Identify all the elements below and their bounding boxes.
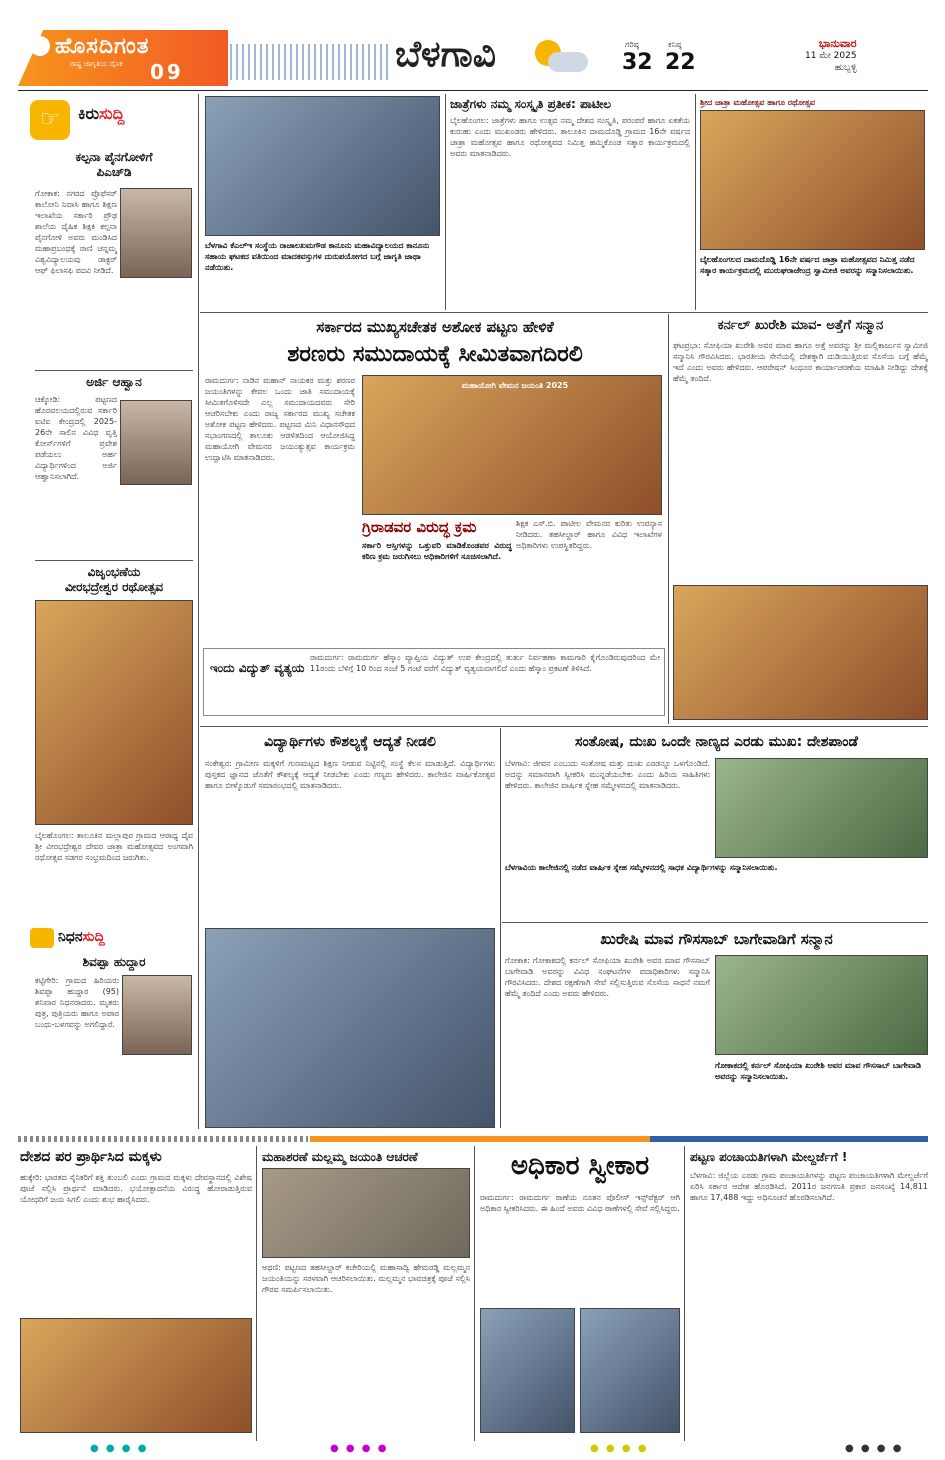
group-photo [262, 1168, 470, 1258]
divider [500, 728, 501, 1128]
min-temp: 22 [665, 50, 696, 75]
page-number: 09 [150, 60, 184, 84]
college-event-photo [205, 928, 495, 1128]
photo-caption: ಬೈಲಹೊಂಗಲದ ದಾಮದೊಡ್ಡಿ 16ನೇ ವರ್ಷದ ಜಾತ್ರಾ ಮಹೋತ್ಸವದ ನಿಮಿತ್ತ ನಡೆದ ಸತ್ಕಾರ ಕಾರ್ಯಕ್ರಮದಲ್ಲಿ ಮುರುಘರಾಜೇಂದ್ರ ಸ್ವಾಮೀಜಿ ಅವರನ್ನು ಸನ್ಮಾನಿಸಲಾಯಿತು. [700, 255, 915, 275]
edition: ಹುಬ್ಬಳ್ಳಿ [834, 63, 857, 73]
photo-caption: ಗೋಕಾಕದಲ್ಲಿ ಕರ್ನಲ್ ಸೋಫಿಯಾ ಖುರೇಶಿ ಅವರ ಮಾವ ಗೌಸಸಾಬ್ ಬಾಗೇವಾಡಿ ಅವರನ್ನು ಸನ್ಮಾನಿಸಲಾಯಿತು. [715, 1061, 921, 1081]
hand-icon: ☞ [30, 100, 70, 140]
divider [502, 922, 928, 923]
felicitation-photo [673, 585, 928, 720]
day-name: ಭಾನುವಾರ [818, 37, 857, 50]
photo-banner: ಮಹಾಯೋಗಿ ವೇಮನ ಜಯಂತಿ 2025 [461, 381, 569, 390]
obituary-text: ಕಟ್ಟಿಗೇರಿ: ಗ್ರಾಮದ ಹಿರಿಯರು ಶಿವಪ್ಪಾ ಹುದ್ದಾರ (95) ಶನಿವಾರ ನಿಧನರಾದರು. ಮೃತರು ಪುತ್ರ, ಪುತ್ರಿಯರು ಹಾಗೂ ಅಪಾರ ಬಂಧು-ಬಳಗವನ್ನು ಅಗಲಿದ್ದಾರೆ. [35, 976, 119, 1029]
story-text: ಬೆಳಗಾವಿ: ಜಿಲ್ಲೆಯ ಎರಡು ಗ್ರಾಮ ಪಂಚಾಯತಿಗಳನ್ನು ಪಟ್ಟಣ ಪಂಚಾಯತಿಗಳಾಗಿ ಮೇಲ್ದರ್ಜೆಗೆ ಏರಿಸಿ ಸರ್ಕಾರ ಆದೇಶ ಹೊರಡಿಸಿದೆ. 2011ರ ಜನಗಣತಿ ಪ್ರಕಾರ ಜನಸಂಖ್ಯೆ 14,811 ಹಾಗೂ 17,488 ಇದ್ದು ಅಧಿಸೂಚನೆ ಹೊರಡಿಸಲಾಗಿದೆ. [690, 1171, 928, 1202]
story-text: ರಾಮದುರ್ಗ: ರಾಮದುರ್ಗ ಠಾಣೆಯ ನೂತನ ಪೊಲೀಸ್ ಇನ್ಸ್‌ಪೆಕ್ಟರ್ ಆಗಿ ಅಧಿಕಾರ ಸ್ವೀಕರಿಸಿದರು. ಈ ಹಿಂದೆ ಅವರು ವಿವಿಧ ಠಾಣೆಗಳಲ್ಲಿ ಸೇವೆ ಸಲ್ಲಿಸಿದ್ದರು. [480, 1193, 680, 1213]
stage-photo [715, 758, 928, 858]
divider [35, 370, 193, 371]
date-box [805, 38, 857, 74]
left-column-divider [198, 94, 199, 1129]
top-margin [0, 0, 945, 28]
divider [200, 726, 928, 727]
section-band [650, 1136, 928, 1142]
children-photo [20, 1318, 252, 1433]
inset-headline: ಗ್ರಿರಾಡವರ ವಿರುದ್ಧ ಕ್ರಮ [362, 518, 477, 536]
felicitation-photo [715, 955, 928, 1055]
photo-title: ಶ್ರೀದ ಜಾತ್ರಾ ಮಹೋತ್ಸವ ಹಾಗೂ ರಥೋತ್ಸವ [700, 98, 816, 107]
rally-photo [205, 96, 440, 236]
divider [474, 1146, 475, 1441]
registration-marks: ● ● ● ● [590, 1443, 649, 1454]
story-text: ಗೋಕಾಕ: ಗೋಕಾಕದಲ್ಲಿ ಕರ್ನಲ್ ಸೋಫಿಯಾ ಖುರೇಶಿ ಅವರ ಮಾವ ಗೌಸಸಾಬ್ ಬಾಗೇವಾಡಿ ಅವರನ್ನು ವಿವಿಧ ಸಂಘಟನೆಗಳ ಪದಾಧಿಕಾರಿಗಳು ಸನ್ಮಾನಿಸಿ ಗೌರವಿಸಿದರು. ದೇಶದ ರಕ್ಷಣೆಗಾಗಿ ಸೇವೆ ಸಲ್ಲಿಸುತ್ತಿರುವ ಸೊಸೆಯ ಸಾಧನೆ ನಮಗೆ ಹೆಮ್ಮೆ ತಂದಿದೆ ಎಂದು ಅವರು ಹೇಳಿದರು. [505, 956, 710, 998]
photo-caption: ಬೆಳಗಾವಿಯ ಕಾಲೇಜಿನಲ್ಲಿ ನಡೆದ ವಾರ್ಷಿಕ ಸ್ನೇಹ ಸಮ್ಮೇಳನದಲ್ಲಿ ಸಾಧಕ ವಿದ್ಯಾರ್ಥಿಗಳನ್ನು ಸನ್ಮಾನಿಸಲಾಯಿತು. [505, 863, 778, 872]
min-temp-label: ಕನಿಷ್ಠ [668, 40, 682, 49]
lamp-icon [30, 928, 54, 948]
story-headline: ಕರ್ನಲ್ ಖುರೇಶಿ ಮಾವ- ಅತ್ತೆಗೆ ಸನ್ಮಾನ [717, 318, 884, 333]
power-cut-text: ರಾಮದುರ್ಗ: ರಾಮದುರ್ಗ ಹೆಸ್ಕಾಂ ವ್ಯಾಪ್ತಿಯ ವಿದ್ಯುತ್ ಉಪ ಕೇಂದ್ರದಲ್ಲಿ ತುರ್ತು ನಿರ್ವಹಣಾ ಕಾಮಗಾರಿ ಕೈಗೊಂಡಿರುವುದರಿಂದ ಮೇ 11ರಂದು ಬೆಳಿಗ್ಗೆ 10 ರಿಂದ ಸಂಜೆ 5 ಗಂಟೆ ವರೆಗೆ ವಿದ್ಯುತ್ ವ್ಯತ್ಯಯವಾಗಲಿದೆ ಎಂದು ಹೆಸ್ಕಾಂ ಪ್ರಕಟಣೆ ತಿಳಿಸಿದೆ. [310, 653, 660, 673]
registration-marks: ● ● ● ● [330, 1443, 389, 1454]
story-text: ಅಥಣಿ: ಪಟ್ಟಣದ ತಹಸೀಲ್ದಾರ್ ಕಚೇರಿಯಲ್ಲಿ ಮಹಾಸಾದ್ವಿ ಹೇಮರಡ್ಡಿ ಮಲ್ಲಮ್ಮನ ಜಯಂತಿಯನ್ನು ಸರಳವಾಗಿ ಆಚರಿಸಲಾಯಿತು. ಮಲ್ಲಮ್ಮನ ಭಾವಚಿತ್ರಕ್ಕೆ ಪೂಜೆ ಸಲ್ಲಿಸಿ ಗೌರವ ಸಮರ್ಪಿಸಲಾಯಿತು. [262, 1263, 470, 1294]
city-title: ಬೆಳಗಾವಿ [395, 34, 496, 75]
story-headline: ಜಾತ್ರೆಗಳು ನಮ್ಮ ಸಂಸ್ಕೃತಿ ಪ್ರತೀಕ: ಪಾಟೀಲ [450, 97, 611, 111]
divider [200, 312, 928, 313]
divider [445, 94, 446, 310]
divider [684, 1146, 685, 1441]
story-headline: ಖುರೇಷಿ ಮಾವ ಗೌಸಸಾಬ್ ಬಾಗೇವಾಡಿಗೆ ಸನ್ಮಾನ [600, 930, 833, 948]
date: 11 ಮೇ 2025 [805, 51, 857, 61]
divider [256, 1146, 257, 1441]
story-headline: ಅರ್ಜಿ ಆಹ್ವಾನ [86, 375, 142, 389]
masthead-stripes [230, 44, 390, 80]
story-text: ಬೆಳಗಾವಿ: ಜೀವನ ಎಂಬುದು ಸಂತೋಷ ಮತ್ತು ದುಃಖ ಎರಡನ್ನೂ ಒಳಗೊಂಡಿದೆ. ಅದನ್ನು ಸಮಾನವಾಗಿ ಸ್ವೀಕರಿಸಿ ಮುನ್ನಡೆಯಬೇಕು ಎಂದು ಹಿರಿಯ ಸಾಹಿತಿಗಳು ಹೇಳಿದರು. ಕಾಲೇಜಿನ ವಾರ್ಷಿಕ ಸ್ನೇಹ ಸಮ್ಮೇಳನದಲ್ಲಿ ಮಾತನಾಡಿದರು. [505, 759, 710, 790]
power-cut-label: ಇಂದು ವಿದ್ಯುತ್ ವ್ಯತ್ಯಯ [210, 661, 305, 675]
felicitation-photo [700, 110, 925, 250]
brand-logo-icon [30, 36, 50, 56]
story-text: ಗೋಕಾಕ: ನಗರದ ಪ್ರೊಫೆಸರ್ ಕಾಲೋನಿ ನಿವಾಸಿ ಹಾಗೂ ಶಿಕ್ಷಣ ಇಲಾಖೆಯ ಸರ್ಕಾರಿ ಪ್ರೌಢ ಶಾಲೆಯ ದೈಹಿಕ ಶಿಕ್ಷಕಿ ಕಲ್ಪನಾ ಪೈನಗೋಳಿ ಅವರು ಮಂಡಿಸಿದ ಮಹಾಪ್ರಬಂಧಕ್ಕೆ ರಾಣಿ ಚನ್ನಮ್ಮ ವಿಶ್ವವಿದ್ಯಾಲಯವು ಡಾಕ್ಟರ್ ಆಫ್ ಫಿಲಾಸಫಿ ಪದವಿ ನೀಡಿದೆ. [35, 189, 117, 275]
portrait-photo [120, 400, 192, 485]
brand-name: ಹೊಸದಿಗಂತ [55, 34, 150, 59]
max-temp-label: ಗರಿಷ್ಠ [625, 40, 639, 49]
registration-marks: ● ● ● ● [90, 1443, 149, 1454]
cloud-icon [548, 52, 588, 72]
story-headline: ಕಲ್ಪನಾ ಪೈನಗೋಳಿಗೆ ಪಿಎಚ್‌ಡಿ [75, 150, 153, 179]
max-temp: 32 [622, 50, 653, 75]
officer-photo [580, 1308, 680, 1433]
lead-headline: ಶರಣರು ಸಮುದಾಯಕ್ಕೆ ಸೀಮಿತವಾಗದಿರಲಿ [287, 342, 583, 367]
divider [695, 94, 696, 310]
divider [668, 314, 669, 724]
story-headline: ವಿಜೃಂಭಣೆಯ ವೀರಭದ್ರೇಶ್ವರ ರಥೋತ್ಸವ [64, 565, 164, 594]
obituary-photo [122, 975, 192, 1055]
story-text: ಬೈಲಹೊಂಗಲ: ತಾಲೂಕಿನ ಮಲ್ಲಾಪುರ ಗ್ರಾಮದ ಆರಾಧ್ಯ ದೈವ ಶ್ರೀ ವೀರಭದ್ರೇಶ್ವರ ದೇವರ ಜಾತ್ರಾ ಮಹೋತ್ಸವದ ಅಂಗವಾಗಿ ರಥೋತ್ಸವ ಸಡಗರ ಸಂಭ್ರಮದಿಂದ ಜರುಗಿತು. [35, 831, 193, 862]
story-text: ಚಿಕ್ಕೋಡಿ: ಪಟ್ಟಣದ ಹೊರವಲಯದಲ್ಲಿರುವ ಸರ್ಕಾರಿ ಐಟಿಐ ಕೇಂದ್ರದಲ್ಲಿ 2025-26ನೇ ಸಾಲಿನ ವಿವಿಧ ವೃತ್ತಿ ಕೋರ್ಸ್‌ಗಳಿಗೆ ಪ್ರವೇಶ ಪಡೆಯಲು ಅರ್ಹ ವಿದ್ಯಾರ್ಥಿಗಳಿಂದ ಅರ್ಜಿ ಆಹ್ವಾನಿಸಲಾಗಿದೆ. [35, 395, 117, 481]
kiru-suddi-label: ಕಿರುಸುದ್ದಿ [78, 104, 125, 123]
story-headline: ಸಂತೋಷ, ದುಃಖ ಒಂದೇ ನಾಣ್ಯದ ಎರಡು ಮುಖ: ದೇಶಪಾಂಡೆ [575, 734, 858, 750]
lead-kicker: ಸರ್ಕಾರದ ಮುಖ್ಯಸಚೇತಕ ಅಶೋಕ ಪಟ್ಟಣ ಹೇಳಿಕೆ [316, 318, 554, 336]
lead-text: ರಾಮದುರ್ಗ: ನಾಡಿನ ಮಹಾನ್ ನಾಯಕರ ಮತ್ತು ಶರಣರ ಜಯಂತಿಗಳನ್ನು ಕೇವಲ ಒಂದು ಜಾತಿ ಸಮುದಾಯಕ್ಕೆ ಸೀಮಿತಗೊಳಿಸದೇ ಎಲ್ಲ ಸಮುದಾಯದವರು ಸೇರಿ ಆಚರಿಸಬೇಕು ಎಂದು ರಾಜ್ಯ ಸರ್ಕಾರದ ಮುಖ್ಯ ಸಚೇತಕ ಅಶೋಕ ಪಟ್ಟಣ ಹೇಳಿದರು. ಪಟ್ಟಣದ ಮಿನಿ ವಿಧಾನಸೌಧದ ಸಭಾಂಗಣದಲ್ಲಿ ತಾಲೂಕು ಆಡಳಿತದಿಂದ ಆಯೋಜಿಸಿದ್ದ ಮಹಾಯೋಗಿ ವೇಮನರ ಜಯಂತ್ಯುತ್ಸವ ಕಾರ್ಯಕ್ರಮ ಉದ್ಘಾಟಿಸಿ ಮಾತನಾಡಿದರು. [205, 376, 355, 462]
story-headline: ಪಟ್ಟಣ ಪಂಚಾಯತಿಗಳಾಗಿ ಮೇಲ್ದರ್ಜೆಗೆ ! [690, 1150, 848, 1164]
section-band [310, 1136, 650, 1142]
story-headline: ಮಹಾಶರಣೆ ಮಲ್ಲಮ್ಮ ಜಯಂತಿ ಆಚರಣೆ [262, 1150, 418, 1164]
chariot-photo [35, 600, 193, 825]
brand-tagline: ರಾಷ್ಟ್ರ ಜಾಗೃತಿಯ ದೈನಿಕ [70, 60, 123, 68]
inset-text: ಸರ್ಕಾರಿ ಆಸ್ತಿಗಳನ್ನು ಒತ್ತುವರಿ ಮಾಡಿಕೊಂಡವರ ವಿರುದ್ಧ ಕಠಿಣ ಕ್ರಮ ಜರುಗಿಸಲು ಅಧಿಕಾರಿಗಳಿಗೆ ಸೂಚಿಸಲಾಗಿದೆ. [362, 541, 512, 561]
story-text: ಹುಕ್ಕೇರಿ: ಭಾರತದ ಸೈನಿಕರಿಗೆ ಶಕ್ತಿ ತುಂಬಲಿ ಎಂದು ಗ್ರಾಮದ ಮಕ್ಕಳು ದೇವಸ್ಥಾನದಲ್ಲಿ ವಿಶೇಷ ಪೂಜೆ ಸಲ್ಲಿಸಿ ಪ್ರಾರ್ಥನೆ ಮಾಡಿದರು. ಭಯೋತ್ಪಾದನೆಯ ವಿರುದ್ಧ ಹೋರಾಡುತ್ತಿರುವ ಯೋಧರಿಗೆ ಜಯ ಸಿಗಲಿ ಎಂದು ಶುಭ ಹಾರೈಸಿದರು. [20, 1173, 252, 1204]
divider [35, 560, 193, 561]
story-text: ಸಂಕೇಶ್ವರ: ಗ್ರಾಮೀಣ ಮಕ್ಕಳಿಗೆ ಗುಣಮಟ್ಟದ ಶಿಕ್ಷಣ ನೀಡುವ ನಿಟ್ಟಿನಲ್ಲಿ ಸಂಸ್ಥೆ ಕೆಲಸ ಮಾಡುತ್ತಿದೆ. ವಿದ್ಯಾರ್ಥಿಗಳು ಪುಸ್ತಕದ ಜ್ಞಾನದ ಜೊತೆಗೆ ಕೌಶಲ್ಯಕ್ಕೆ ಆದ್ಯತೆ ನೀಡಬೇಕು ಎಂದು ಗಣ್ಯರು ಹೇಳಿದರು. ಕಾಲೇಜಿನ ವಾರ್ಷಿಕೋತ್ಸವ ಹಾಗೂ ಬೀಳ್ಕೊಡುಗೆ ಸಮಾರಂಭದಲ್ಲಿ ಮಾತನಾಡಿದರು. [205, 759, 495, 790]
photo-caption: ಬೆಳಗಾವಿ ಕೆಎಲ್‌ಇ ಸಂಸ್ಥೆಯ ರಾಜಾಲಖಮಗೌಡ ಕಾನೂನು ಮಹಾವಿದ್ಯಾಲಯದ ಕಾನೂನು ಸಹಾಯ ಘಟಕದ ವತಿಯಿಂದ ಮಾದಕವಸ್ತುಗಳ ದುರುಪಯೋಗದ ಬಗ್ಗೆ ಜಾಗೃತಿ ಜಾಥಾ ನಡೆಯಿತು. [205, 241, 430, 272]
story-headline: ದೇಶದ ಪರ ಪ್ರಾರ್ಥಿಸಿದ ಮಕ್ಕಳು [20, 1149, 162, 1165]
story-text: ಘಟಪ್ರಭಾ: ಸೋಫಿಯಾ ಖುರೇಶಿ ಅವರ ಮಾವ ಹಾಗೂ ಅತ್ತೆ ಅವರನ್ನು ಶ್ರೀ ಮಲ್ಲಿಕಾರ್ಜುನ ಸ್ವಾಮೀಜಿ ಸನ್ಮಾನಿಸಿ ಗೌರವಿಸಿದರು. ಭಾರತೀಯ ಸೇನೆಯಲ್ಲಿ ದೇಶಕ್ಕಾಗಿ ದುಡಿಯುತ್ತಿರುವ ಸೊಸೆಯ ಬಗ್ಗೆ ಹೆಮ್ಮೆ ಇದೆ ಎಂದು ಅವರು ಹೇಳಿದರು. ಆಪರೇಷನ್ ಸಿಂಧೂರ ಕಾರ್ಯಾಚರಣೆಯ ಮಾಹಿತಿ ನೀಡಿದ್ದು ದೇಶಕ್ಕೆ ಹೆಮ್ಮೆ ತಂದಿದೆ. [673, 341, 928, 383]
nidhana-label: ನಿಧನಸುದ್ದಿ [58, 929, 105, 945]
story-headline: ವಿದ್ಯಾರ್ಥಿಗಳು ಕೌಶಲ್ಯಕ್ಕೆ ಆದ್ಯತೆ ನೀಡಲಿ [264, 734, 436, 750]
section-band [18, 1136, 308, 1142]
lead-photo [362, 375, 662, 515]
obituary-name: ಶಿವಪ್ಪಾ ಹುದ್ದಾರ [82, 955, 146, 969]
officer-photo [480, 1308, 575, 1433]
lead-text-continued: ಶಿಕ್ಷಕ ಎಸ್.ಬಿ. ಪಾಟೀಲ ವೇಮನರ ಕುರಿತು ಉಪನ್ಯಾಸ ನೀಡಿದರು. ತಹಸೀಲ್ದಾರ್ ಹಾಗೂ ವಿವಿಧ ಇಲಾಖೆಗಳ ಅಧಿಕಾರಿಗಳು ಉಪಸ್ಥಿತರಿದ್ದರು. [516, 519, 662, 550]
story-text: ಬೈಲಹೊಂಗಲ: ಜಾತ್ರೆಗಳು ಹಾಗೂ ಉತ್ಸವ ನಮ್ಮ ದೇಶದ ಸಂಸ್ಕೃತಿ, ಪರಂಪರೆ ಹಾಗೂ ಏಕತೆಯ ಕುರುಹು ಎಂದು ಮುಖಂಡರು ಹೇಳಿದರು. ತಾಲೂಕಿನ ದಾಮದೊಡ್ಡಿ ಗ್ರಾಮದ 16ನೇ ವರ್ಷದ ಜಾತ್ರಾ ಮಹೋತ್ಸವ ಹಾಗೂ ರಥೋತ್ಸವದ ನಿಮಿತ್ತ ಹಮ್ಮಿಕೊಂಡ ಸತ್ಕಾರ ಕಾರ್ಯಕ್ರಮದಲ್ಲಿ ಅವರು ಮಾತನಾಡಿದರು. [450, 116, 690, 158]
portrait-photo [120, 188, 192, 278]
story-headline: ಅಧಿಕಾರ ಸ್ವೀಕಾರ [510, 1151, 650, 1181]
masthead-rule [18, 90, 928, 91]
registration-marks: ● ● ● ● [845, 1443, 904, 1454]
